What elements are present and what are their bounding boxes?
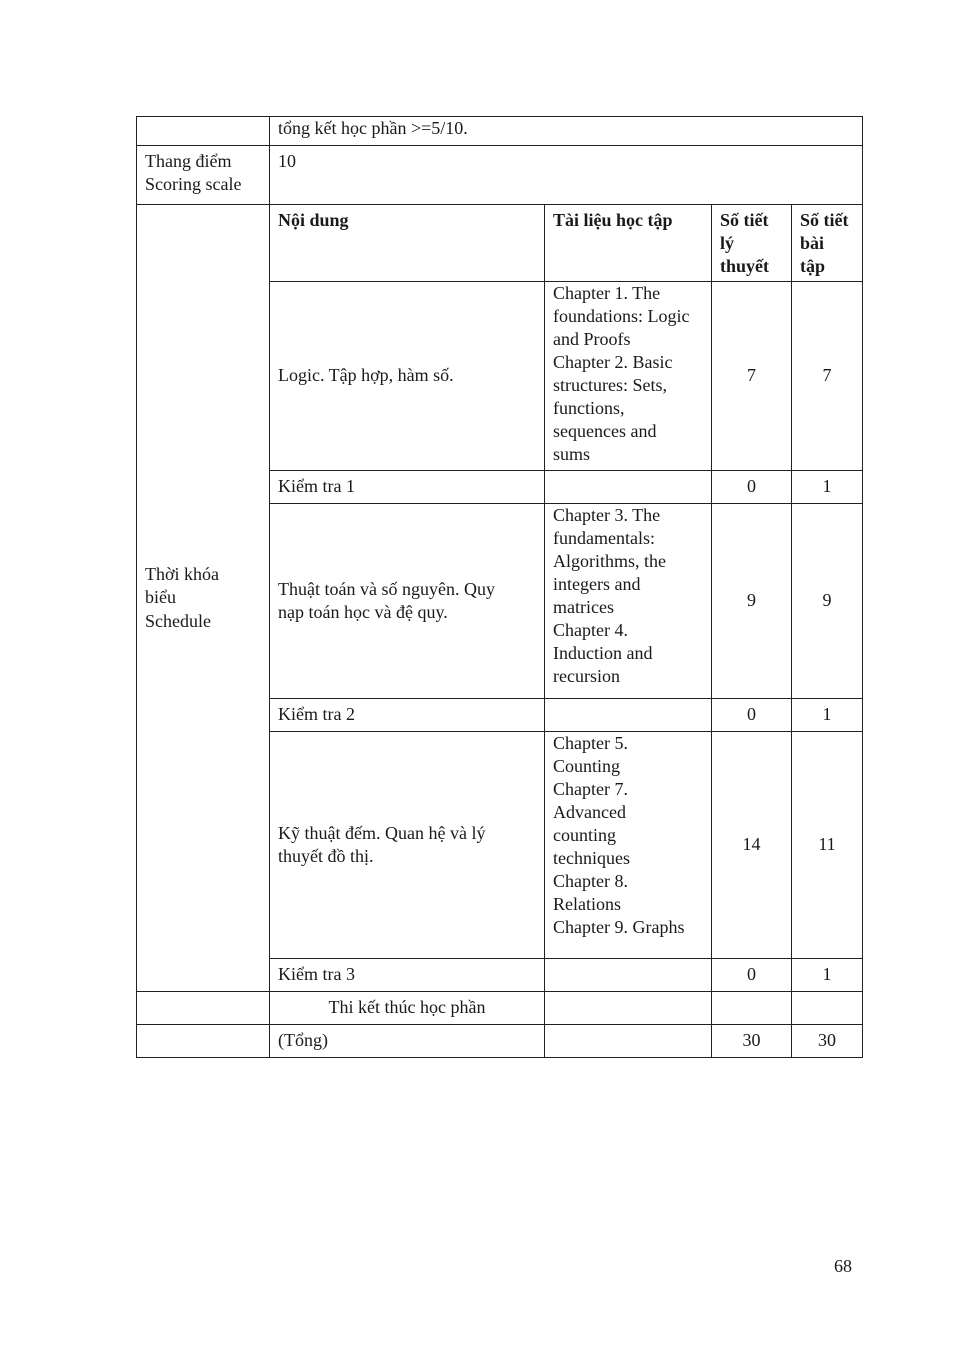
syllabus-table [136, 116, 863, 1058]
row-content: Kiểm tra 2 [270, 699, 545, 732]
total-label: (Tổng) [270, 1025, 545, 1058]
total-theory-hours: 30 [712, 1025, 792, 1058]
row-exercise-hours: 11 [792, 732, 863, 959]
row-exercise-hours: 9 [792, 504, 863, 699]
scoring-scale-value: 10 [270, 146, 863, 205]
row-theory-hours: 0 [712, 471, 792, 504]
row-theory-hours: 7 [712, 282, 792, 471]
row-exercise-hours: 1 [792, 699, 863, 732]
total-row [137, 1025, 863, 1058]
page-number: 68 [834, 1256, 852, 1276]
total-exercise-hours: 30 [792, 1025, 863, 1058]
grading-continuation-row [137, 117, 863, 146]
row-theory-hours: 9 [712, 504, 792, 699]
empty-cell [792, 992, 863, 1025]
header-materials: Tài liệu học tập [545, 205, 712, 282]
empty-cell [712, 992, 792, 1025]
row-content: Thuật toán và số nguyên. Quy nạp toán học và đệ quy. [270, 504, 545, 699]
header-content: Nội dung [270, 205, 545, 282]
grading-note: tổng kết học phần >=5/10. [270, 117, 863, 146]
row-theory-hours: 0 [712, 699, 792, 732]
final-exam-row [137, 992, 863, 1025]
scoring-scale-label: Thang điểm Scoring scale [137, 146, 270, 205]
empty-cell [137, 117, 270, 146]
row-content: Logic. Tập hợp, hàm số. [270, 282, 545, 471]
row-materials [545, 471, 712, 504]
row-materials [545, 959, 712, 992]
row-exercise-hours: 1 [792, 471, 863, 504]
empty-cell [545, 992, 712, 1025]
header-theory-hours: Số tiết lý thuyết [712, 205, 792, 282]
scoring-scale-row [137, 146, 863, 205]
final-exam-label: Thi kết thúc học phần [270, 992, 545, 1025]
row-theory-hours: 14 [712, 732, 792, 959]
header-row [137, 205, 863, 282]
row-materials: Chapter 3. The fundamentals: Algorithms, the integers and matrices Chapter 4. Induction and recursion [545, 504, 712, 699]
empty-cell [545, 1025, 712, 1058]
empty-cell [137, 1025, 270, 1058]
row-theory-hours: 0 [712, 959, 792, 992]
schedule-label: Thời khóa biểu Schedule [137, 205, 270, 992]
row-content: Kiểm tra 1 [270, 471, 545, 504]
row-exercise-hours: 7 [792, 282, 863, 471]
row-content: Kỹ thuật đếm. Quan hệ và lý thuyết đồ thị. [270, 732, 545, 959]
header-exercise-hours: Số tiết bài tập [792, 205, 863, 282]
row-materials [545, 699, 712, 732]
row-exercise-hours: 1 [792, 959, 863, 992]
row-materials: Chapter 5. Counting Chapter 7. Advanced counting techniques Chapter 8. Relations Chapter 9. Graphs [545, 732, 712, 959]
empty-cell [137, 992, 270, 1025]
row-content: Kiểm tra 3 [270, 959, 545, 992]
row-materials: Chapter 1. The foundations: Logic and Proofs Chapter 2. Basic structures: Sets, functions, sequences and sums [545, 282, 712, 471]
